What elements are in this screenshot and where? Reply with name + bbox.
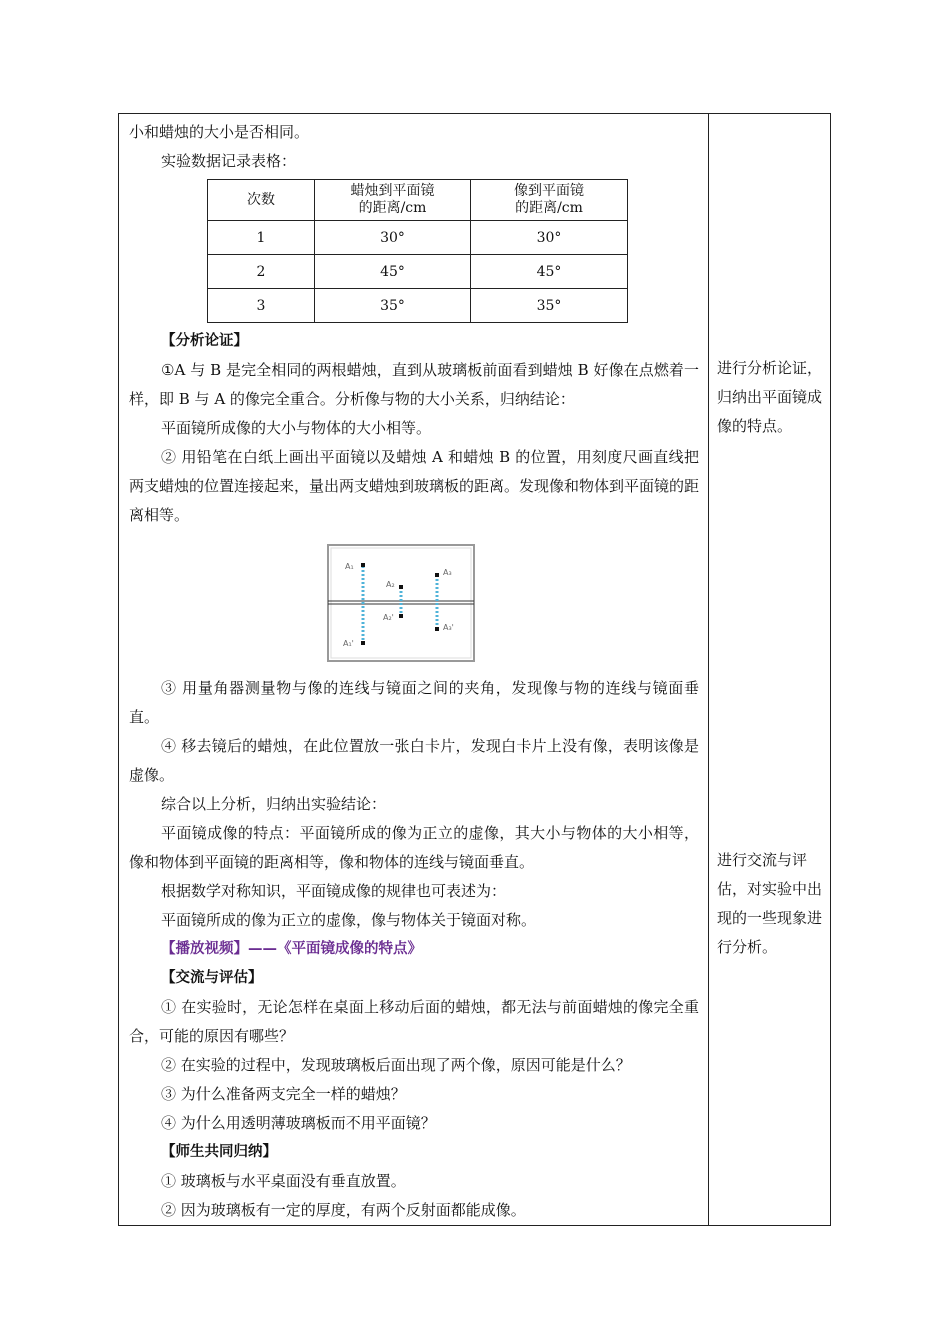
video-link[interactable]: 【播放视频】——《平面镜成像的特点》 <box>161 941 422 957</box>
table-cell: 30° <box>471 221 628 255</box>
analysis-paragraph-1: ①A 与 B 是完全相同的两根蜡烛，直到从玻璃板前面看到蜡烛 B 好像在点燃着一样，即 B 与 A 的像完全重合。分析像与物的大小关系，归纳结论： <box>129 361 699 408</box>
header-image-distance: 像到平面镜 的距离/cm <box>471 180 628 221</box>
analysis-paragraph-2: 平面镜所成像的大小与物体的大小相等。 <box>161 419 432 437</box>
answer-1: ① 玻璃板与水平桌面没有垂直放置。 <box>161 1172 406 1190</box>
header-candle-distance: 蜡烛到平面镜 的距离/cm <box>315 180 471 221</box>
table-cell: 1 <box>208 221 315 255</box>
experiment-data-table <box>207 179 628 323</box>
column-divider <box>708 114 709 1225</box>
intro-line: 小和蜡烛的大小是否相同。 <box>129 123 310 141</box>
table-cell: 3 <box>208 289 315 323</box>
table-cell: 45° <box>471 255 628 289</box>
candle-mark-a2 <box>399 585 403 589</box>
table-cell: 45° <box>315 255 471 289</box>
answer-2: ② 因为玻璃板有一定的厚度，有两个反射面都能成像。 <box>161 1201 526 1219</box>
label-a2-image: A₂' <box>383 613 394 622</box>
label-a3: A₃ <box>443 568 452 577</box>
discussion-heading: 【交流与评估】 <box>161 970 263 986</box>
analysis-paragraph-3: ② 用铅笔在白纸上画出平面镜以及蜡烛 A 和蜡烛 B 的位置，用刻度尺画直线把两支蜡烛的位置连接起来，量出两支蜡烛到玻璃板的距离。发现像和物体到平面镜的距离相等。 <box>129 448 700 524</box>
label-a2: A₂ <box>386 580 395 589</box>
summary-paragraph-2: 平面镜成像的特点：平面镜所成的像为正立的虚像，其大小与物体的大小相等，像和物体到平面镜的距离相等，像和物体的连线与镜面垂直。 <box>129 824 699 871</box>
side-note-discussion: 进行交流与评估，对实验中出现的一些现象进行分析。 <box>717 851 823 956</box>
table-header-row <box>208 180 628 221</box>
discussion-question-2: ② 在实验的过程中，发现玻璃板后面出现了两个像，原因可能是什么？ <box>161 1056 631 1074</box>
label-a3-image: A₃' <box>443 623 454 632</box>
label-a1: A₁ <box>345 562 354 571</box>
table-cell: 2 <box>208 255 315 289</box>
summary-paragraph-4: 平面镜所成的像为正立的虚像，像与物体关于镜面对称。 <box>161 911 537 929</box>
analysis-paragraph-5: ④ 移去镜后的蜡烛，在此位置放一张白卡片，发现白卡片上没有像，表明该像是虚像。 <box>129 737 699 784</box>
mirror-diagram <box>327 544 475 662</box>
side-note-analysis: 进行分析论证，归纳出平面镜成像的特点。 <box>717 359 823 435</box>
header-count: 次数 <box>208 180 315 221</box>
table-caption: 实验数据记录表格： <box>161 152 297 170</box>
candle-mark-a3 <box>435 573 439 577</box>
candle-mark-a1 <box>361 563 365 567</box>
main-column <box>129 118 699 1225</box>
image-mark-a1 <box>361 641 365 645</box>
table-cell: 35° <box>471 289 628 323</box>
discussion-question-3: ③ 为什么准备两支完全一样的蜡烛？ <box>161 1085 406 1103</box>
summary-heading: 【师生共同归纳】 <box>161 1144 277 1160</box>
table-row <box>208 255 628 289</box>
analysis-heading: 【分析论证】 <box>161 333 248 349</box>
image-mark-a2 <box>399 614 403 618</box>
label-a1-image: A₁' <box>343 639 354 648</box>
table-cell: 35° <box>315 289 471 323</box>
image-mark-a3 <box>435 627 439 631</box>
mirror-diagram-figure <box>327 544 475 662</box>
lesson-table <box>118 113 831 1226</box>
table-row <box>208 221 628 255</box>
discussion-question-1: ① 在实验时，无论怎样在桌面上移动后面的蜡烛，都无法与前面蜡烛的像完全重合，可能的原因有哪些？ <box>129 998 699 1045</box>
summary-paragraph-1: 综合以上分析，归纳出实验结论： <box>161 795 387 813</box>
discussion-question-4: ④ 为什么用透明薄玻璃板而不用平面镜？ <box>161 1114 436 1132</box>
summary-paragraph-3: 根据数学对称知识，平面镜成像的规律也可表述为： <box>161 882 507 900</box>
analysis-paragraph-4: ③ 用量角器测量物与像的连线与镜面之间的夹角，发现像与物的连线与镜面垂直。 <box>129 679 699 726</box>
table-cell: 30° <box>315 221 471 255</box>
table-row <box>208 289 628 323</box>
